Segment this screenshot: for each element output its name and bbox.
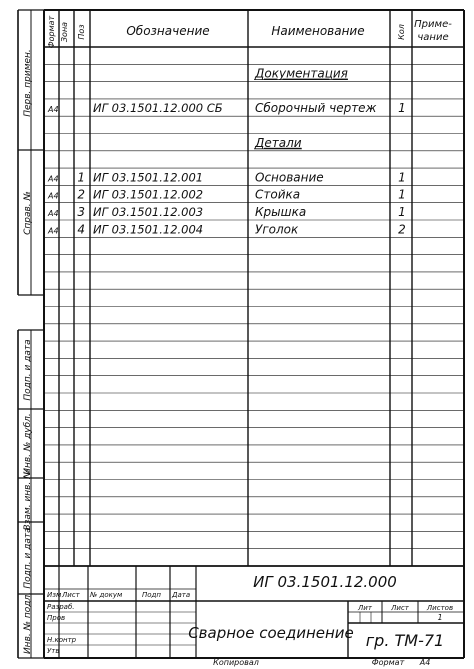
row-designation: ИГ 03.1501.12.004 [93,222,204,237]
row-designation: ИГ 03.1501.12.000 СБ [93,101,223,116]
tb-doc-code: ИГ 03.1501.12.000 [253,573,397,591]
section-heading: Документация [255,66,348,81]
row-qty: 2 [398,222,406,237]
row-name: Сборочный чертеж [255,101,377,116]
header-note-line1: Приме- [414,19,452,30]
tb-list: Лист [391,604,409,612]
spec-rows [47,67,406,237]
row-qty: 1 [398,205,406,219]
side-label-sprav-no: Справ. № [23,191,33,235]
side-label-podp-data-1: Подп. и дата [23,339,33,401]
row-name: Основание [255,170,324,185]
tb-listov-value: 1 [437,613,443,622]
side-label-inv-dubl: Инв. № дубл. [23,413,33,475]
header-name: Наименование [271,24,365,38]
row-format: А4 [48,174,59,184]
tb-listov: Листов [426,604,454,612]
row-qty: 1 [398,187,406,202]
row-name: Уголок [255,222,299,237]
tb-prov: Пров [47,614,66,622]
row-designation: ИГ 03.1501.12.002 [93,187,204,202]
tb-col-list: Лист [62,591,80,599]
row-designation: ИГ 03.1501.12.001 [93,170,204,185]
section-heading: Детали [255,135,302,150]
side-label-podp-data-2: Подп. и дата [23,527,33,589]
row-format: А4 [48,209,59,218]
footer-format-label: Формат [371,658,405,667]
side-label-perv-primen: Перв. примен. [23,49,33,117]
row-pos: 1 [77,170,85,185]
row-format: А4 [48,191,59,201]
tb-col-izm: Изм [47,591,62,599]
row-designation: ИГ 03.1501.12.003 [93,205,204,219]
row-pos: 3 [77,205,85,219]
footer-format-value: А4 [419,658,431,667]
row-format: А4 [48,226,59,236]
tb-title: Сварное соединение [188,624,354,642]
header-pos: Поз [77,24,86,40]
header-format: Формат [47,15,56,49]
row-name: Крышка [255,205,307,219]
tb-col-doc: № докум [90,591,123,599]
tb-razrab: Разраб. [47,603,75,611]
side-label-vzam-inv: Взам. инв. № [23,469,33,531]
header-zone: Зона [60,21,69,43]
header-designation: Обозначение [126,24,210,38]
tb-utv: Утв [47,647,60,655]
header-note-line2: чание [417,32,449,43]
tb-lit: Лит [358,604,372,612]
tb-col-podp: Подп [142,591,161,599]
header-qty: Кол [397,24,406,40]
row-pos: 4 [77,222,85,237]
row-qty: 1 [398,170,406,185]
row-pos: 2 [77,187,85,202]
row-qty: 1 [398,101,406,116]
grid-lines [18,10,464,658]
tb-col-data: Дата [172,591,191,599]
side-label-inv-podl: Инв. № подл. [23,591,33,655]
tb-group: гр. ТМ-71 [365,631,445,650]
tb-nkontr: Н.контр [47,636,77,644]
row-format: А4 [48,105,59,115]
row-name: Стойка [255,187,301,202]
footer-copied: Копировал [213,658,259,667]
